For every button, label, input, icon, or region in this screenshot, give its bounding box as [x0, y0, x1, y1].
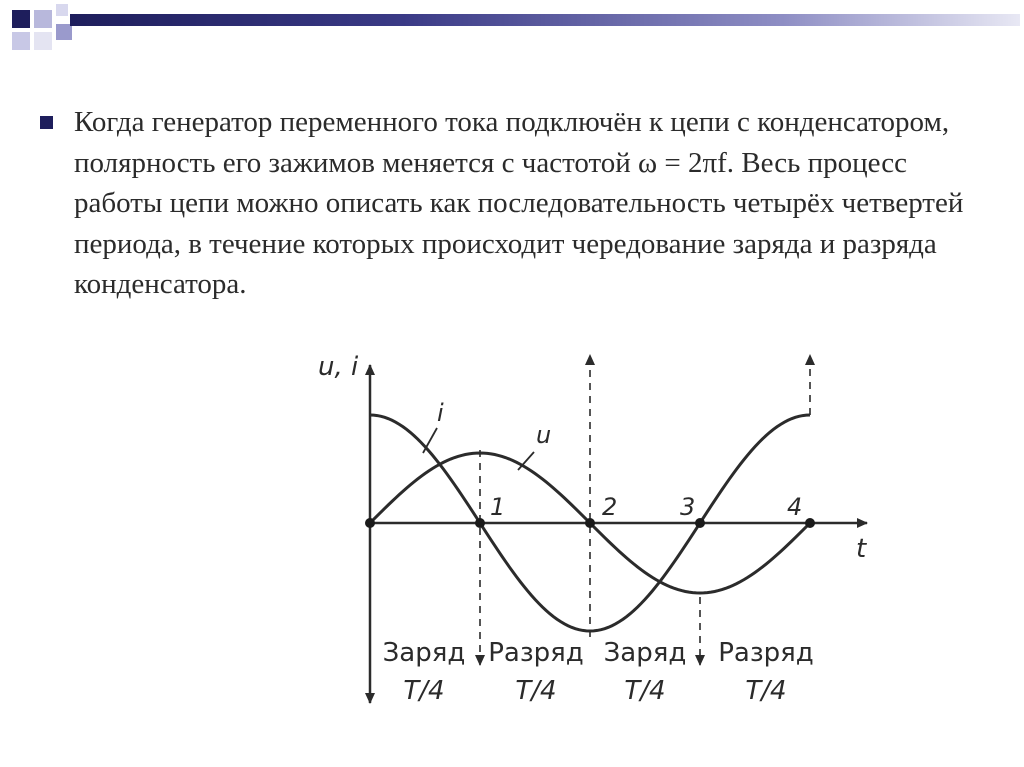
deco-square — [56, 4, 68, 16]
axis-point-4 — [805, 518, 815, 528]
label-pointer-i — [423, 428, 437, 453]
header-bar — [70, 14, 1020, 26]
curve-i-label: i — [437, 399, 444, 427]
t-axis-label: t — [856, 534, 867, 564]
phase-duration-3: T/4 — [624, 676, 666, 706]
y-axis-label: u, i — [318, 352, 359, 382]
axis-point-2 — [585, 518, 595, 528]
curve-u-label: u — [536, 421, 552, 449]
point-label-4: 4 — [787, 493, 803, 521]
bullet-square-icon — [40, 116, 53, 129]
phase-label-3: Заряд — [603, 638, 687, 668]
phase-duration-1: T/4 — [403, 676, 445, 706]
axis-point-1 — [475, 518, 485, 528]
deco-square — [12, 10, 30, 28]
phase-label-4: Разряд — [718, 638, 814, 668]
u-i-diagram-svg — [300, 345, 900, 715]
phase-duration-4: T/4 — [745, 676, 787, 706]
deco-square — [56, 24, 72, 40]
deco-square — [34, 10, 52, 28]
point-label-3: 3 — [680, 493, 696, 521]
axis-point-3 — [695, 518, 705, 528]
phase-label-2: Разряд — [488, 638, 584, 668]
point-label-2: 2 — [602, 493, 618, 521]
point-label-1: 1 — [490, 493, 506, 521]
deco-square — [34, 32, 52, 50]
corner-decoration — [0, 0, 80, 60]
phase-label-1: Заряд — [382, 638, 466, 668]
deco-square — [12, 32, 30, 50]
slide-paragraph: Когда генератор переменного тока подключён к цепи с конденсатором, полярность его зажимов меняется с частотой ω = 2πf. Весь процесс работы цепи можно описать как последовательность четырёх четвертей периода, в течение которых происходит чередование заряда и разряда конденсатора. — [74, 106, 964, 300]
phase-duration-2: T/4 — [515, 676, 557, 706]
u-i-diagram — [300, 345, 900, 715]
axis-point-0 — [365, 518, 375, 528]
